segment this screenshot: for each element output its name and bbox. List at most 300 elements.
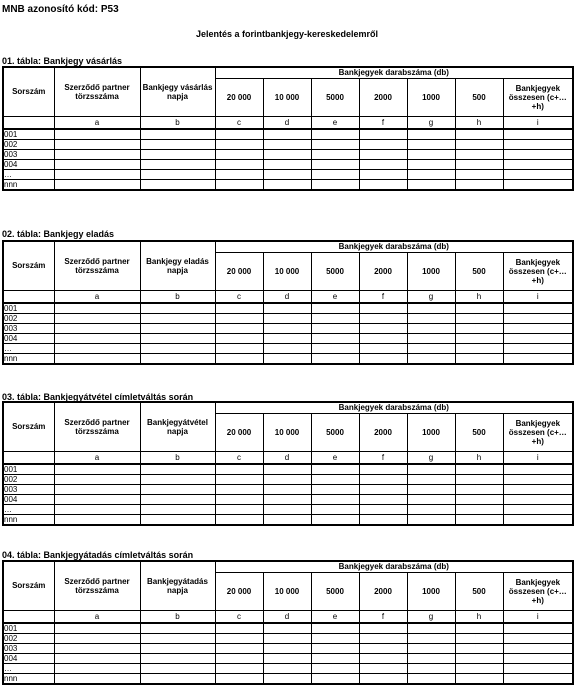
data-cell[interactable] [407,515,455,526]
col-header-denom: 5000 [311,413,359,451]
col-letter: h [455,116,503,129]
data-cell[interactable] [311,644,359,654]
data-cell[interactable] [54,129,140,140]
data-cell[interactable] [455,654,503,664]
data-cell[interactable] [54,485,140,495]
data-cell[interactable] [311,505,359,515]
data-cell[interactable] [140,634,215,644]
table-row [3,344,573,354]
data-cell[interactable] [503,664,573,674]
col-letter: f [359,451,407,464]
col-header-denom: 500 [455,413,503,451]
data-cell[interactable] [263,150,311,160]
data-cell[interactable] [54,505,140,515]
data-cell[interactable] [503,334,573,344]
data-cell[interactable] [455,334,503,344]
data-cell[interactable] [140,505,215,515]
data-cell[interactable] [407,344,455,354]
col-letter: d [263,290,311,303]
table-title-2: 02. tábla: Bankjegy eladás [2,229,115,239]
data-cell[interactable] [140,495,215,505]
data-cell[interactable] [311,464,359,475]
data-cell[interactable] [215,505,263,515]
data-cell[interactable] [311,140,359,150]
data-cell[interactable] [215,674,263,685]
col-header-total: Bankjegyek összesen (c+…+h) [503,572,573,610]
data-cell[interactable] [407,354,455,365]
data-cell[interactable] [455,129,503,140]
data-cell[interactable] [140,140,215,150]
table-row [3,515,573,526]
data-cell[interactable] [215,334,263,344]
col-letter: d [263,451,311,464]
data-cell[interactable] [455,515,503,526]
data-cell[interactable] [263,623,311,634]
data-cell[interactable] [359,170,407,180]
data-cell[interactable] [503,180,573,191]
data-cell[interactable] [359,664,407,674]
data-cell[interactable] [503,150,573,160]
data-cell[interactable] [359,334,407,344]
data-cell[interactable] [503,140,573,150]
data-cell[interactable] [311,314,359,324]
col-header-denom: 10 000 [263,572,311,610]
data-cell[interactable] [359,505,407,515]
col-header-partner: Szerződő partner törzsszáma [54,561,140,610]
row-label: 003 [3,324,54,334]
col-letter: e [311,290,359,303]
data-cell[interactable] [215,150,263,160]
data-cell[interactable] [407,303,455,314]
data-cell[interactable] [359,674,407,685]
row-label: 003 [3,644,54,654]
data-cell[interactable] [311,334,359,344]
data-cell[interactable] [140,485,215,495]
data-cell[interactable] [263,140,311,150]
data-cell[interactable] [311,129,359,140]
data-cell[interactable] [359,129,407,140]
data-cell[interactable] [140,303,215,314]
data-cell[interactable] [54,475,140,485]
row-label: 001 [3,623,54,634]
data-cell[interactable] [503,623,573,634]
table-row [3,644,573,654]
data-cell[interactable] [140,654,215,664]
table-row [3,140,573,150]
row-label: 004 [3,334,54,344]
data-cell[interactable] [311,664,359,674]
data-cell[interactable] [263,160,311,170]
data-cell[interactable] [455,644,503,654]
data-cell[interactable] [311,160,359,170]
data-cell[interactable] [54,303,140,314]
data-cell[interactable] [455,505,503,515]
data-cell[interactable] [407,464,455,475]
data-cell[interactable] [455,674,503,685]
col-header-denom: 10 000 [263,413,311,451]
data-cell[interactable] [359,475,407,485]
data-cell[interactable] [503,515,573,526]
col-header-denom: 2000 [359,413,407,451]
data-cell[interactable] [140,623,215,634]
data-cell[interactable] [455,180,503,191]
row-label: 001 [3,129,54,140]
data-cell[interactable] [359,654,407,664]
data-cell[interactable] [263,314,311,324]
data-cell[interactable] [311,180,359,191]
data-cell[interactable] [215,354,263,365]
row-label: 004 [3,495,54,505]
data-cell[interactable] [359,634,407,644]
data-cell[interactable] [311,623,359,634]
table-row [3,505,573,515]
data-cell[interactable] [407,654,455,664]
data-cell[interactable] [140,170,215,180]
data-cell[interactable] [54,654,140,664]
data-cell[interactable] [263,334,311,344]
col-letter: h [455,290,503,303]
data-cell[interactable] [263,324,311,334]
data-cell[interactable] [263,170,311,180]
data-cell[interactable] [54,324,140,334]
table-row [3,654,573,664]
data-cell[interactable] [54,674,140,685]
row-label: 002 [3,140,54,150]
row-label: nnn [3,674,54,685]
report-table-2 [2,240,574,365]
data-cell[interactable] [359,303,407,314]
data-cell[interactable] [215,140,263,150]
table-row [3,495,573,505]
data-cell[interactable] [407,485,455,495]
data-cell[interactable] [359,150,407,160]
col-header-sorszam: Sorszám [3,67,54,116]
data-cell[interactable] [455,664,503,674]
data-cell[interactable] [140,464,215,475]
data-cell[interactable] [359,180,407,191]
data-cell[interactable] [54,160,140,170]
data-cell[interactable] [263,634,311,644]
data-cell[interactable] [359,485,407,495]
col-header-group: Bankjegyek darabszáma (db) [215,561,573,572]
data-cell[interactable] [407,634,455,644]
data-cell[interactable] [407,623,455,634]
data-cell[interactable] [503,303,573,314]
data-cell[interactable] [455,150,503,160]
data-cell[interactable] [215,495,263,505]
table-row [3,180,573,191]
data-cell[interactable] [311,344,359,354]
data-cell[interactable] [311,485,359,495]
data-cell[interactable] [263,303,311,314]
row-label: … [3,505,54,515]
data-cell[interactable] [263,485,311,495]
data-cell[interactable] [455,324,503,334]
data-cell[interactable] [263,180,311,191]
data-cell[interactable] [140,180,215,191]
data-cell[interactable] [311,495,359,505]
data-cell[interactable] [407,324,455,334]
col-header-date: Bankjegy eladás napja [140,241,215,290]
data-cell[interactable] [455,344,503,354]
data-cell[interactable] [503,324,573,334]
data-cell[interactable] [503,485,573,495]
data-cell[interactable] [54,623,140,634]
data-cell[interactable] [215,344,263,354]
data-cell[interactable] [407,170,455,180]
table-row [3,324,573,334]
data-cell[interactable] [455,634,503,644]
data-cell[interactable] [215,475,263,485]
data-cell[interactable] [263,475,311,485]
table-row [3,664,573,674]
data-cell[interactable] [407,160,455,170]
data-cell[interactable] [215,644,263,654]
data-cell[interactable] [503,674,573,685]
data-cell[interactable] [503,354,573,365]
col-letter-blank [3,610,54,623]
data-cell[interactable] [54,314,140,324]
data-cell[interactable] [263,644,311,654]
data-cell[interactable] [455,485,503,495]
table-row [3,354,573,365]
data-cell[interactable] [311,515,359,526]
data-cell[interactable] [263,344,311,354]
col-header-denom: 2000 [359,572,407,610]
col-letter: i [503,451,573,464]
data-cell[interactable] [140,324,215,334]
data-cell[interactable] [407,674,455,685]
data-cell[interactable] [407,495,455,505]
row-label: 003 [3,150,54,160]
data-cell[interactable] [215,314,263,324]
col-letter: e [311,451,359,464]
col-header-sorszam: Sorszám [3,241,54,290]
data-cell[interactable] [54,634,140,644]
data-cell[interactable] [54,464,140,475]
data-cell[interactable] [359,644,407,654]
data-cell[interactable] [359,515,407,526]
col-header-group: Bankjegyek darabszáma (db) [215,402,573,413]
col-letter: f [359,116,407,129]
data-cell[interactable] [54,354,140,365]
row-label: 002 [3,475,54,485]
data-cell[interactable] [311,475,359,485]
table-row [3,634,573,644]
data-cell[interactable] [455,495,503,505]
col-letter: b [140,116,215,129]
data-cell[interactable] [311,654,359,664]
col-letter: i [503,290,573,303]
data-cell[interactable] [215,170,263,180]
data-cell[interactable] [140,160,215,170]
data-cell[interactable] [503,170,573,180]
data-cell[interactable] [54,334,140,344]
data-cell[interactable] [54,170,140,180]
data-cell[interactable] [407,644,455,654]
col-header-denom: 1000 [407,572,455,610]
data-cell[interactable] [359,354,407,365]
data-cell[interactable] [503,464,573,475]
data-cell[interactable] [215,515,263,526]
data-cell[interactable] [54,180,140,191]
col-header-denom: 500 [455,572,503,610]
data-cell[interactable] [407,180,455,191]
data-cell[interactable] [54,140,140,150]
data-cell[interactable] [407,664,455,674]
data-cell[interactable] [359,314,407,324]
data-cell[interactable] [263,654,311,664]
col-header-denom: 5000 [311,78,359,116]
data-cell[interactable] [407,505,455,515]
table-title-3: 03. tábla: Bankjegyátvétel címletváltás során [2,392,194,402]
data-cell[interactable] [263,495,311,505]
data-cell[interactable] [263,505,311,515]
data-cell[interactable] [359,495,407,505]
data-cell[interactable] [215,634,263,644]
col-letter-blank [3,451,54,464]
data-cell[interactable] [140,515,215,526]
data-cell[interactable] [503,654,573,664]
col-header-total: Bankjegyek összesen (c+…+h) [503,252,573,290]
row-label: 003 [3,485,54,495]
data-cell[interactable] [311,324,359,334]
data-cell[interactable] [359,140,407,150]
data-cell[interactable] [503,495,573,505]
col-header-sorszam: Sorszám [3,561,54,610]
row-label: 002 [3,314,54,324]
data-cell[interactable] [263,664,311,674]
data-cell[interactable] [359,623,407,634]
data-cell[interactable] [140,354,215,365]
col-letter: f [359,290,407,303]
data-cell[interactable] [140,314,215,324]
data-cell[interactable] [359,344,407,354]
data-cell[interactable] [54,644,140,654]
data-cell[interactable] [263,129,311,140]
data-cell[interactable] [455,623,503,634]
data-cell[interactable] [140,129,215,140]
data-cell[interactable] [140,344,215,354]
col-letter-blank [3,290,54,303]
data-cell[interactable] [140,334,215,344]
data-cell[interactable] [407,150,455,160]
data-cell[interactable] [54,344,140,354]
data-cell[interactable] [455,160,503,170]
data-cell[interactable] [407,314,455,324]
col-header-denom: 500 [455,252,503,290]
data-cell[interactable] [455,303,503,314]
col-letter: c [215,451,263,464]
data-cell[interactable] [263,354,311,365]
col-header-denom: 2000 [359,252,407,290]
data-cell[interactable] [407,475,455,485]
data-cell[interactable] [54,150,140,160]
data-cell[interactable] [140,644,215,654]
data-cell[interactable] [215,664,263,674]
data-cell[interactable] [503,344,573,354]
data-cell[interactable] [54,664,140,674]
data-cell[interactable] [503,634,573,644]
data-cell[interactable] [311,303,359,314]
report-title: Jelentés a forintbankjegy-kereskedelemről [195,29,379,39]
data-cell[interactable] [215,464,263,475]
col-letter: d [263,610,311,623]
data-cell[interactable] [263,674,311,685]
data-cell[interactable] [263,464,311,475]
data-cell[interactable] [54,515,140,526]
table-row [3,129,573,140]
data-cell[interactable] [359,160,407,170]
data-cell[interactable] [311,170,359,180]
data-cell[interactable] [54,495,140,505]
data-cell[interactable] [215,654,263,664]
col-header-denom: 2000 [359,78,407,116]
data-cell[interactable] [215,485,263,495]
data-cell[interactable] [311,674,359,685]
data-cell[interactable] [455,140,503,150]
row-label: nnn [3,354,54,365]
data-cell[interactable] [215,324,263,334]
data-cell[interactable] [311,150,359,160]
data-cell[interactable] [311,634,359,644]
data-cell[interactable] [140,475,215,485]
data-cell[interactable] [215,623,263,634]
col-letter: g [407,610,455,623]
col-letter: g [407,451,455,464]
row-label: … [3,344,54,354]
data-cell[interactable] [215,303,263,314]
data-cell[interactable] [359,464,407,475]
data-cell[interactable] [503,644,573,654]
data-cell[interactable] [407,129,455,140]
col-header-total: Bankjegyek összesen (c+…+h) [503,78,573,116]
data-cell[interactable] [407,334,455,344]
data-cell[interactable] [503,475,573,485]
data-cell[interactable] [503,505,573,515]
data-cell[interactable] [140,664,215,674]
data-cell[interactable] [455,170,503,180]
table-row [3,170,573,180]
col-letter: e [311,116,359,129]
data-cell[interactable] [215,129,263,140]
data-cell[interactable] [503,129,573,140]
col-header-denom: 10 000 [263,252,311,290]
data-cell[interactable] [359,324,407,334]
data-cell[interactable] [455,354,503,365]
table-row [3,303,573,314]
row-label: nnn [3,515,54,526]
data-cell[interactable] [503,160,573,170]
col-header-denom: 1000 [407,78,455,116]
data-cell[interactable] [140,674,215,685]
col-letter: b [140,451,215,464]
data-cell[interactable] [503,314,573,324]
data-cell[interactable] [215,180,263,191]
data-cell[interactable] [263,515,311,526]
data-cell[interactable] [215,160,263,170]
col-header-denom: 20 000 [215,78,263,116]
data-cell[interactable] [455,475,503,485]
col-letter: a [54,610,140,623]
col-header-denom: 500 [455,78,503,116]
data-cell[interactable] [140,150,215,160]
data-cell[interactable] [311,354,359,365]
data-cell[interactable] [407,140,455,150]
data-cell[interactable] [455,314,503,324]
report-table-4 [2,560,574,685]
data-cell[interactable] [455,464,503,475]
